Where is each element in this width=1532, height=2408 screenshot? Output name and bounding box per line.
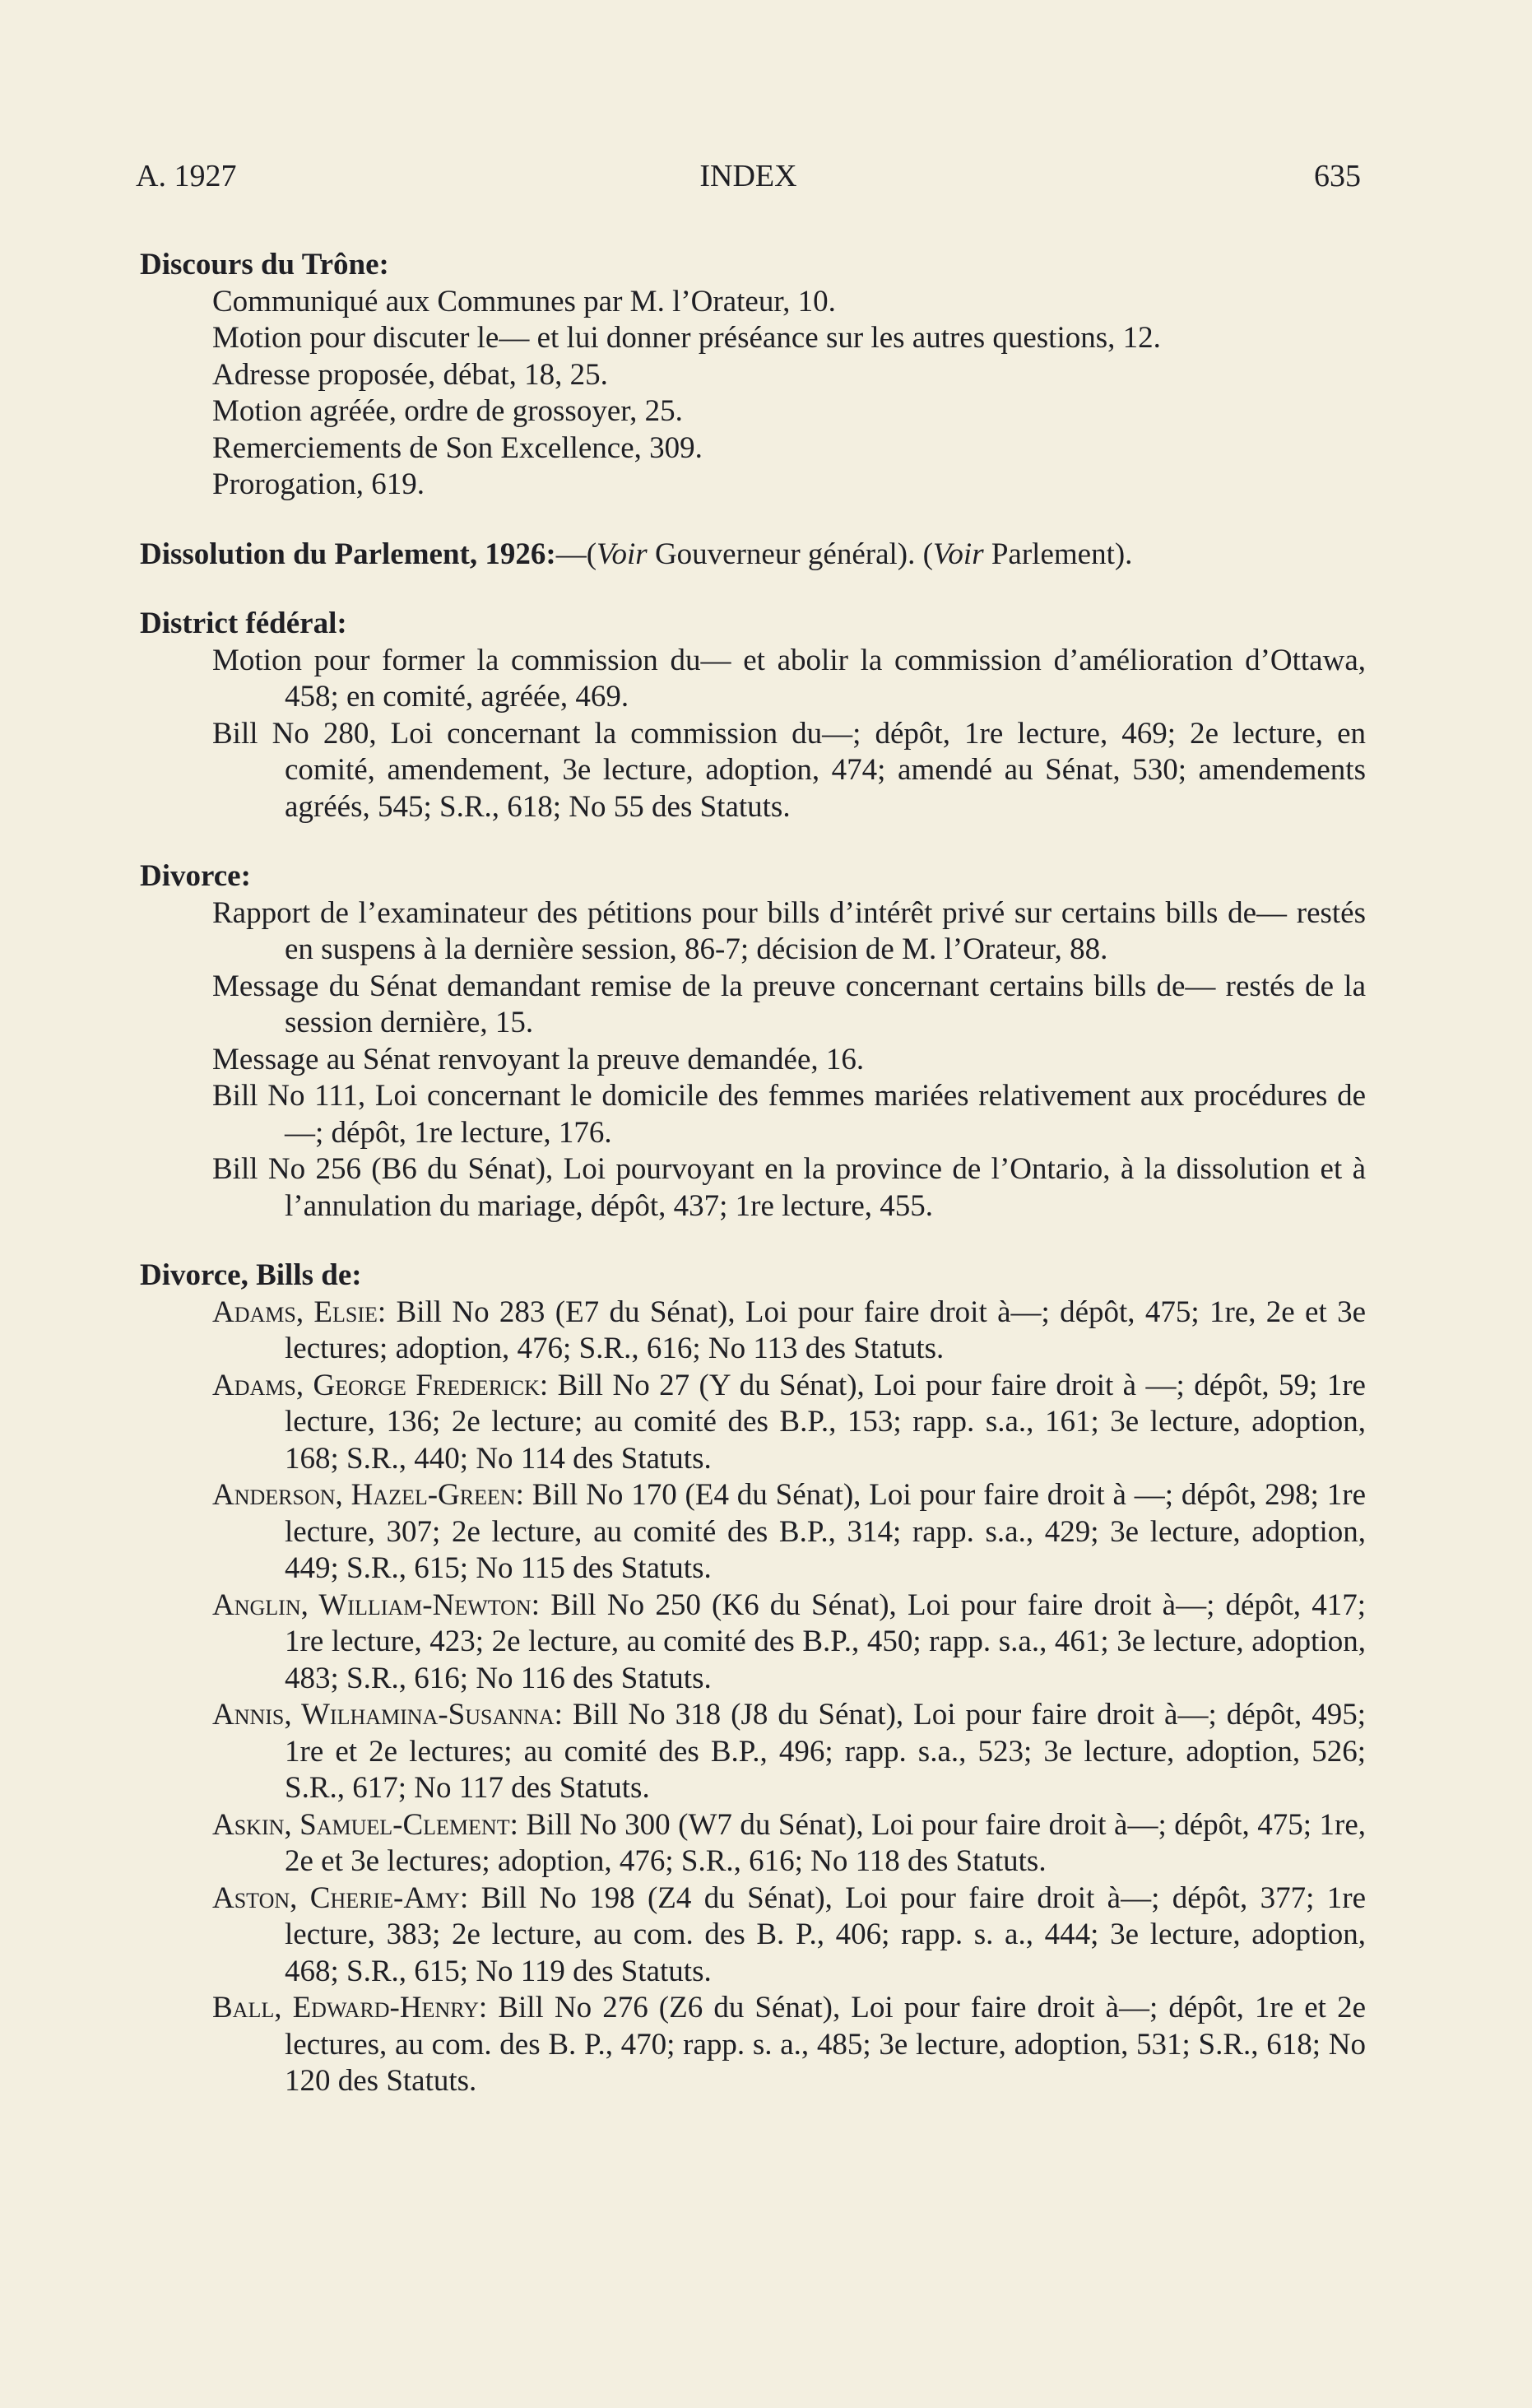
divorce-bill-entry xyxy=(212,1990,1366,2100)
petitioner-name: Anderson, Hazel-Green xyxy=(212,1478,516,1512)
section-divorce-bills xyxy=(140,1257,1366,2100)
page-number: 635 xyxy=(1314,159,1361,193)
bill-details: : Bill No 276 (Z6 du Sénat), Loi pour faire droit à—; dépôt, 1re et 2e lectures, au com. des B. P., 470; rapp. s. a., 485; 3e lecture, adoption, 531; S.R., 618; No 120 des Statuts. xyxy=(285,1991,1366,2098)
petitioner-name: Adams, George Frederick xyxy=(212,1368,540,1402)
voir-reference: Voir xyxy=(932,537,984,571)
page-header xyxy=(136,158,1361,199)
section-district-federal xyxy=(140,606,1366,825)
divorce-bill-entry xyxy=(212,1880,1366,1991)
index-item: Prorogation, 619. xyxy=(212,467,425,501)
divorce-bill-entry xyxy=(212,1697,1366,1807)
bill-details: : Bill No 27 (Y du Sénat), Loi pour faire droit à —; dépôt, 59; 1re lecture, 136; 2e lecture; au comité des B.P., 153; rapp. s.a., 161; 3e lecture, adoption, 168; S.R., 440; No 114 des Statuts. xyxy=(285,1368,1366,1476)
petitioner-name: Aston, Cherie-Amy xyxy=(212,1880,460,1915)
header-year: A. 1927 xyxy=(136,159,237,193)
index-item: Message du Sénat demandant remise de la preuve concernant certains bills de— restés de la session dernière, 15. xyxy=(212,969,1366,1039)
section-discours-du-trone xyxy=(140,247,1366,504)
header-title: INDEX xyxy=(699,159,797,193)
divorce-bill-entry xyxy=(212,1477,1366,1588)
index-item: Bill No 111, Loi concernant le domicile des femmes mariées relativement aux procédures de—; dépôt, 1re lecture, 176. xyxy=(212,1079,1366,1150)
heading-text: —( xyxy=(555,537,597,571)
dissolution-entry xyxy=(140,537,1366,574)
index-item: Message au Sénat renvoyant la preuve demandée, 16. xyxy=(212,1042,865,1076)
petitioner-name: Anglin, William-Newton xyxy=(212,1588,532,1622)
heading-text: Gouverneur général). ( xyxy=(647,537,933,571)
divorce-bill-entry xyxy=(212,1295,1366,1368)
index-item: Motion agréée, ordre de grossoyer, 25. xyxy=(212,394,683,428)
index-item: Remerciements de Son Excellence, 309. xyxy=(212,430,703,465)
divorce-bill-entry xyxy=(212,1588,1366,1698)
index-item: Rapport de l’examinateur des pétitions pour bills d’intérêt privé sur certains bills de— restés en suspens à la dernière session, 86-7; décision de M. l’Orateur, 88. xyxy=(212,895,1366,966)
voir-reference: Voir xyxy=(597,537,648,571)
section-heading: Dissolution du Parlement, 1926: xyxy=(140,537,556,571)
index-item: Motion pour discuter le— et lui donner préséance sur les autres questions, 12. xyxy=(212,321,1161,355)
section-heading: Divorce, Bills de: xyxy=(140,1258,362,1292)
bill-details: : Bill No 198 (Z4 du Sénat), Loi pour faire droit à—; dépôt, 377; 1re lecture, 383; 2e lecture, au com. des B. P., 406; rapp. s. a., 444; 3e lecture, adoption, 468; S.R., 615; No 119 des Statuts. xyxy=(285,1880,1366,1988)
index-item: Communiqué aux Communes par M. l’Orateur, 10. xyxy=(212,284,836,318)
bill-details: : Bill No 170 (E4 du Sénat), Loi pour faire droit à —; dépôt, 298; 1re lecture, 307; 2e lecture, au comité des B.P., 314; rapp. s.a., 429; 3e lecture, adoption, 449; S.R., 615; No 115 des Statuts. xyxy=(285,1478,1366,1585)
bill-details: : Bill No 300 (W7 du Sénat), Loi pour faire droit à—; dépôt, 475; 1re, 2e et 3e lectures; adoption, 476; S.R., 616; No 118 des Statuts. xyxy=(285,1807,1366,1878)
bill-details: : Bill No 250 (K6 du Sénat), Loi pour faire droit à—; dépôt, 417; 1re lecture, 423; 2e lecture, au comité des B.P., 450; rapp. s.a., 461; 3e lecture, adoption, 483; S.R., 616; No 116 des Statuts. xyxy=(285,1588,1366,1695)
petitioner-name: Askin, Samuel-Clement xyxy=(212,1807,510,1842)
index-item: Bill No 280, Loi concernant la commission du—; dépôt, 1re lecture, 469; 2e lecture, en comité, amendement, 3e lecture, adoption, 474; amendé au Sénat, 530; amendements agréés, 545; S.R., 618; No 55 des Statuts. xyxy=(212,716,1366,824)
section-heading: District fédéral: xyxy=(140,607,347,640)
bill-details: : Bill No 283 (E7 du Sénat), Loi pour faire droit à—; dépôt, 475; 1re, 2e et 3e lectures; adoption, 476; S.R., 616; No 113 des Statuts. xyxy=(285,1295,1366,1365)
petitioner-name: Adams, Elsie xyxy=(212,1295,378,1329)
section-heading: Discours du Trône: xyxy=(140,248,389,281)
index-content xyxy=(140,247,1366,2133)
index-item: Bill No 256 (B6 du Sénat), Loi pourvoyant en la province de l’Ontario, à la dissolution et à l’annulation du mariage, dépôt, 437; 1re lecture, 455. xyxy=(212,1152,1366,1223)
section-dissolution-du-parlement xyxy=(140,537,1366,574)
section-divorce xyxy=(140,858,1366,1225)
heading-text: Parlement). xyxy=(983,537,1133,571)
index-item: Motion pour former la commission du— et abolir la commission d’amélioration d’Ottawa, 458; en comité, agréée, 469. xyxy=(212,643,1366,714)
petitioner-name: Annis, Wilhamina-Susanna xyxy=(212,1698,555,1732)
index-item: Adresse proposée, débat, 18, 25. xyxy=(212,357,608,392)
petitioner-name: Ball, Edward-Henry xyxy=(212,1991,479,2024)
section-heading: Divorce: xyxy=(140,859,251,893)
bill-details: : Bill No 318 (J8 du Sénat), Loi pour faire droit à—; dépôt, 495; 1re et 2e lectures; au comité des B.P., 496; rapp. s.a., 523; 3e lecture, adoption, 526; S.R., 617; No 117 des Statuts. xyxy=(285,1698,1367,1805)
divorce-bill-entry xyxy=(212,1807,1366,1880)
divorce-bill-entry xyxy=(212,1368,1366,1478)
